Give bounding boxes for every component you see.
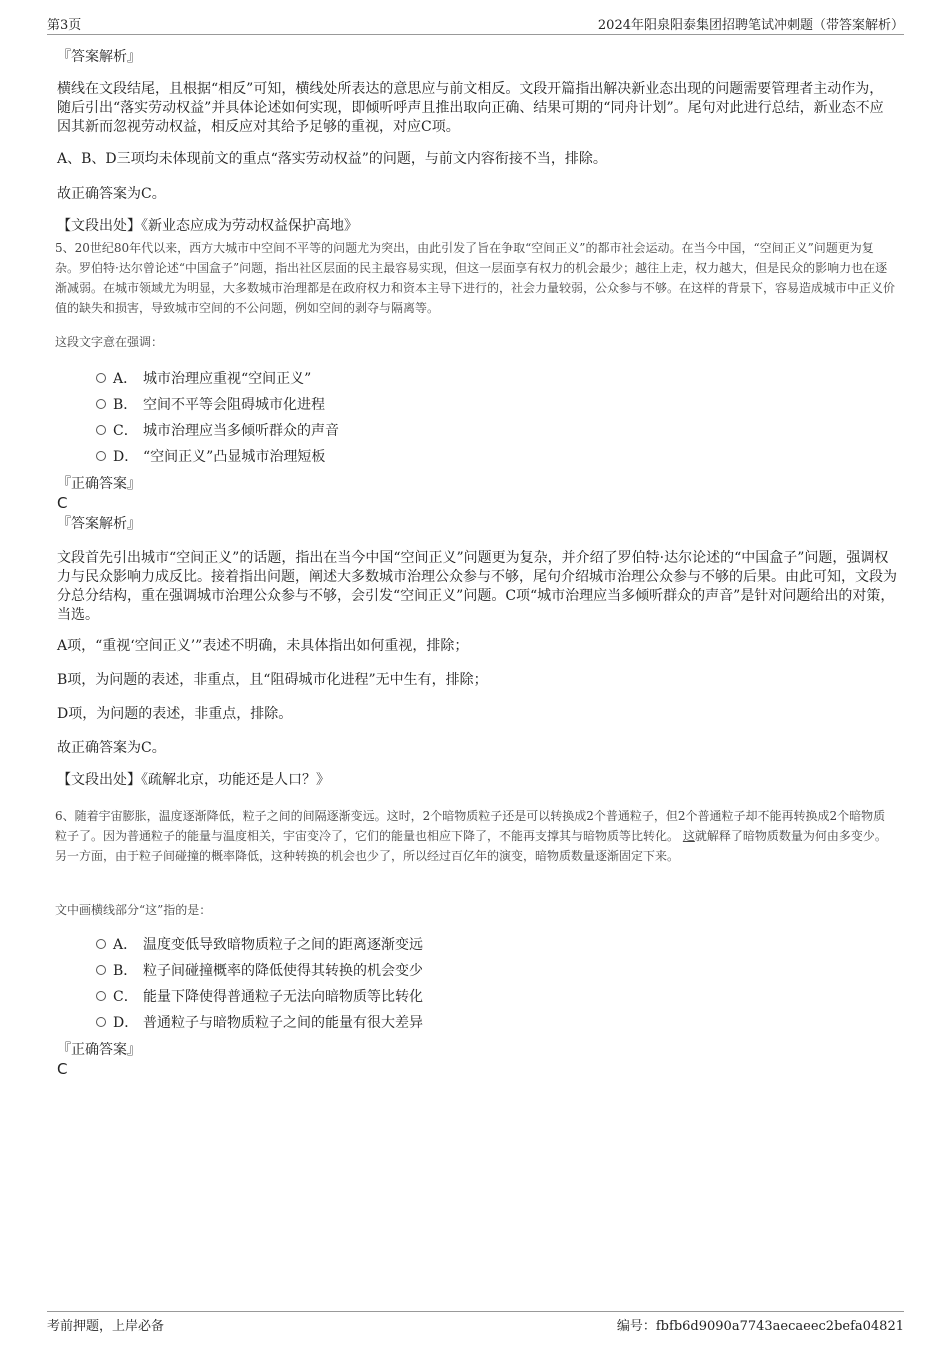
footer-slogan: 考前押题，上岸必备	[47, 1319, 165, 1334]
radio-icon[interactable]	[96, 451, 106, 461]
page-footer	[47, 1311, 904, 1335]
q4-source: 【文段出处】《新业态应成为劳动权益保护高地》	[57, 218, 358, 234]
radio-icon[interactable]	[96, 425, 106, 435]
q5-stem: 5、20世纪80年代以来，西方大城市中空间不平等的问题尤为突出，由此引发了旨在争取“空间正义”的都市社会运动。在当今中国，“空间正义”问题更为复杂。罗伯特·达尔曾论述“中国盒子”问题，指出社区层面的民主最容易实现，但这一层面享有权力的机会最少；越往上走，权力越大，但是民众的影响力也在逐渐减弱。在城市领域尤为明显，大多数城市治理都是在政府权力和资本主导下进行的，社会力量较弱，公众参与不够。在这样的背景下，容易造成城市中正义价值的缺失和损害，导致城市空间的不公问题，例如空间的剥夺与隔离等。	[55, 241, 896, 315]
option-text: 能量下降使得普通粒子无法向暗物质等比转化	[143, 989, 423, 1005]
radio-icon[interactable]	[96, 1017, 106, 1027]
option-letter: B．	[113, 963, 138, 979]
option-text: 普通粒子与暗物质粒子之间的能量有很大差异	[143, 1015, 423, 1031]
q6-answer-label: 『正确答案』	[57, 1042, 141, 1058]
option-letter: D．	[113, 449, 139, 465]
option-text: 温度变低导致暗物质粒子之间的距离逐渐变远	[143, 937, 423, 953]
q5-analysis-paragraph: 文段首先引出城市“空间正义”的话题，指出在当今中国“空间正义”问题更为复杂，并介绍了罗伯特·达尔论述的“中国盒子”问题，强调权力与民众影响力成反比。接着指出问题，阐述大多数城市治理公众参与不够，尾句介绍城市治理公众参与不够的后果。由此可知，文段为分总分结构，重在强调城市治理公众参与不够，会引发“空间正义”问题。C项“城市治理应当多倾听群众的声音”是针对问题给出的对策，当选。	[57, 550, 897, 623]
q6-option-a[interactable]	[96, 936, 423, 955]
option-text: 城市治理应重视“空间正义”	[143, 371, 312, 387]
q6-stem-before: 6、随着宇宙膨胀，温度逐渐降低，粒子之间的间隔逐渐变远。这时，2个暗物质粒子还是可以转换成2个普通粒子，但2个普通粒子却不能再转换成2个暗物质粒子了。因为普通粒子的能量与温度相关，宇宙变冷了，它们的能量也相应下降了，不能再支撑其与暗物质等比转化。	[55, 809, 886, 843]
q5-analysis-label: 『答案解析』	[57, 516, 141, 532]
q6-option-d[interactable]	[96, 1014, 423, 1033]
option-letter: B．	[113, 397, 138, 413]
option-text: 粒子间碰撞概率的降低使得其转换的机会变少	[143, 963, 423, 979]
radio-icon[interactable]	[96, 373, 106, 383]
q4-analysis-options: A、B、D三项均未体现前文的重点“落实劳动权益”的问题，与前文内容衔接不当，排除。	[57, 151, 607, 167]
option-letter: C．	[113, 423, 138, 439]
q6-stem-after: 就解释了暗物质数量为何由多变少。另一方面，由于粒子间碰撞的概率降低，这种转换的机会也少了，所以经过百亿年的演变，暗物质数量逐渐固定下来。	[55, 829, 887, 863]
q5-option-c[interactable]	[96, 422, 339, 441]
page-header	[47, 14, 904, 35]
q6-stem	[55, 806, 897, 866]
page-number: 第3页	[47, 18, 82, 33]
q5-analysis-a: A项，“重视‘空间正义’”表述不明确，未具体指出如何重视，排除；	[57, 638, 469, 654]
option-letter: C．	[113, 989, 138, 1005]
q5-option-d[interactable]	[96, 448, 325, 467]
q6-underlined-word: 这	[682, 829, 695, 843]
option-text: “空间正义”凸显城市治理短板	[143, 449, 326, 465]
q5-answer-label: 『正确答案』	[57, 476, 141, 492]
q5-answer: C	[57, 494, 68, 512]
radio-icon[interactable]	[96, 965, 106, 975]
option-letter: A．	[113, 371, 138, 387]
q5-option-a[interactable]	[96, 370, 311, 389]
q5-source: 【文段出处】《疏解北京，功能还是人口？》	[57, 772, 330, 788]
q5-analysis-d: D项，为问题的表述，非重点，排除。	[57, 706, 293, 722]
document-code: 编号：fbfb6d9090a7743aecaeec2befa04821	[616, 1319, 904, 1334]
option-letter: D．	[113, 1015, 139, 1031]
q4-conclusion: 故正确答案为C。	[57, 186, 166, 202]
radio-icon[interactable]	[96, 939, 106, 949]
option-letter: A．	[113, 937, 138, 953]
q5-analysis-b: B项，为问题的表述，非重点，且“阻碍城市化进程”无中生有，排除；	[57, 672, 488, 688]
q6-answer: C	[57, 1060, 68, 1078]
q4-analysis-label: 『答案解析』	[57, 49, 141, 65]
q5-conclusion: 故正确答案为C。	[57, 740, 166, 756]
document-title: 2024年阳泉阳泰集团招聘笔试冲刺题（带答案解析）	[597, 18, 904, 33]
radio-icon[interactable]	[96, 399, 106, 409]
q6-option-b[interactable]	[96, 962, 423, 981]
option-text: 空间不平等会阻碍城市化进程	[143, 397, 325, 413]
q4-analysis-paragraph: 横线在文段结尾，且根据“相反”可知，横线处所表达的意思应与前文相反。文段开篇指出解决新业态出现的问题需要管理者主动作为，随后引出“落实劳动权益”并具体论述如何实现，即倾听呼声且推出取向正确、结果可期的“同舟计划”。尾句对此进行总结，新业态不应因其新而忽视劳动权益，相反应对其给予足够的重视，对应C项。	[57, 81, 884, 135]
q6-option-c[interactable]	[96, 988, 423, 1007]
q5-question: 这段文字意在强调：	[55, 335, 164, 349]
option-text: 城市治理应当多倾听群众的声音	[143, 423, 339, 439]
radio-icon[interactable]	[96, 991, 106, 1001]
q6-question: 文中画横线部分“这”指的是：	[55, 903, 212, 917]
q5-option-b[interactable]	[96, 396, 325, 415]
